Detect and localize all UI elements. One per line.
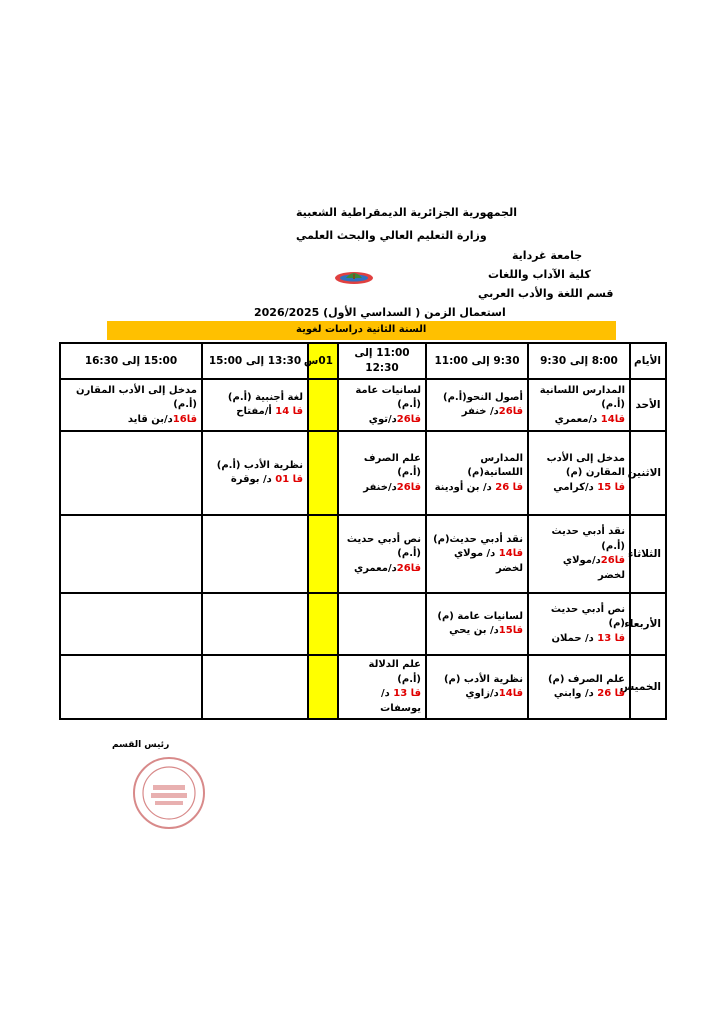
room-and-teacher	[533, 687, 625, 702]
room-label: قا26	[396, 562, 421, 574]
room-and-teacher	[431, 481, 523, 496]
teacher-name: د/ وابني	[553, 688, 598, 700]
class-cell	[60, 655, 202, 719]
room-label: قا 26	[597, 688, 625, 700]
class-cell	[202, 515, 308, 593]
table-row	[60, 515, 666, 593]
room-and-teacher	[533, 632, 625, 647]
university-name: جامعة غرداية	[512, 249, 583, 262]
course-name: المدارس اللسانية(م)	[467, 452, 523, 479]
room-and-teacher	[207, 473, 303, 488]
course-name: لسانيات عامة (أ.م)	[355, 384, 421, 411]
header-row	[60, 343, 666, 379]
teacher-name: د/زاوي	[465, 688, 499, 700]
class-cell	[60, 379, 202, 431]
table-row	[60, 431, 666, 515]
room-label: قا14	[600, 413, 625, 425]
room-and-teacher	[533, 554, 625, 583]
teacher-name: د/ بوقرة	[230, 474, 276, 486]
room-label: قا26	[396, 413, 421, 425]
teacher-name: د/بن قايد	[127, 413, 173, 425]
teacher-name: د/ مولاي لخضر	[453, 548, 523, 574]
day-cell: الثلاثاء	[630, 515, 666, 593]
col-header-slot4: 13:30 إلى 15:00	[202, 343, 308, 379]
course-name: نقد أدبي حديث(م)	[433, 533, 523, 545]
table-row	[60, 655, 666, 719]
class-cell	[202, 655, 308, 719]
course-name: لغة أجنبية (أ.م)	[227, 391, 303, 403]
teacher-name: د/ بن أودينة	[434, 481, 496, 493]
timetable	[59, 342, 667, 720]
class-cell	[528, 593, 630, 655]
room-label: قا26	[600, 555, 625, 567]
course-name: علم الصرف (أ.م)	[363, 452, 421, 479]
course-name: لسانيات عامة (م)	[437, 610, 523, 622]
room-label: قا26	[396, 481, 421, 493]
department-stamp-icon	[131, 755, 207, 831]
class-cell	[202, 379, 308, 431]
col-header-slot3: 11:00 إلى 12:30	[338, 343, 426, 379]
course-name: علم الدلالة (أ.م)	[368, 659, 421, 685]
room-label: قا 26	[495, 481, 523, 493]
class-cell	[338, 515, 426, 593]
ministry-title: وزارة التعليم العالي والبحث العلمي	[296, 229, 487, 242]
class-cell	[202, 431, 308, 515]
teacher-name: د/ يوسفات	[380, 688, 421, 714]
table-row	[60, 593, 666, 655]
teacher-name: د/ حملان	[551, 632, 598, 644]
teacher-name: د/توي	[368, 413, 397, 425]
room-and-teacher	[533, 413, 625, 428]
class-cell	[426, 593, 528, 655]
class-cell	[426, 379, 528, 431]
break-cell	[308, 655, 338, 719]
col-header-days: الأيام	[630, 343, 666, 379]
room-and-teacher	[343, 481, 421, 496]
teacher-name: د/ خنفر	[461, 406, 499, 418]
republic-title: الجمهورية الجزائرية الديمقراطية الشعبية	[296, 206, 517, 219]
class-cell	[60, 593, 202, 655]
course-name: علم الصرف (م)	[547, 673, 625, 685]
year-title: السنة الثانية دراسات لغوية	[296, 324, 427, 335]
department-name: قسم اللغة والأدب العربي	[478, 287, 614, 300]
university-logo-icon	[334, 266, 374, 286]
course-name: المدارس اللسانية (أ.م)	[539, 384, 625, 411]
room-label: قا 14	[275, 406, 303, 418]
col-header-break: 01س	[308, 343, 338, 379]
col-header-slot5: 15:00 إلى 16:30	[60, 343, 202, 379]
teacher-name: د/كرامي	[553, 481, 598, 493]
class-cell	[338, 431, 426, 515]
room-label: قا 13	[393, 688, 421, 700]
day-cell: الأربعاء	[630, 593, 666, 655]
faculty-name: كلية الآداب واللغات	[488, 268, 591, 281]
room-label: قا26	[498, 406, 523, 418]
class-cell	[426, 515, 528, 593]
teacher-name: د/خنفر	[363, 481, 397, 493]
room-label: قا 13	[597, 632, 625, 644]
course-name: نص أدبي حديث (م)	[550, 603, 625, 630]
room-and-teacher	[431, 624, 523, 639]
head-of-department-label: رئيس القسم	[112, 740, 170, 750]
course-name: أصول النحو(أ.م)	[443, 391, 523, 403]
room-and-teacher	[431, 687, 523, 702]
day-cell: الاثنين	[630, 431, 666, 515]
semester-title: استعمال الزمن ( السداسي الأول) 2026/2025	[254, 306, 506, 319]
day-cell: الأحد	[630, 379, 666, 431]
class-cell	[338, 379, 426, 431]
class-cell	[528, 431, 630, 515]
room-label: قا14	[498, 548, 523, 560]
room-and-teacher	[431, 547, 523, 576]
course-name: نص أدبي حديث (أ.م)	[346, 533, 421, 560]
break-cell	[308, 593, 338, 655]
room-and-teacher	[343, 413, 421, 428]
break-cell	[308, 379, 338, 431]
course-name: مدخل إلى الأدب المقارن (م)	[546, 452, 625, 479]
room-and-teacher	[533, 481, 625, 496]
col-header-slot1: 8:00 إلى 9:30	[528, 343, 630, 379]
teacher-name: أ/مفتاح	[236, 406, 276, 418]
room-label: قا14	[498, 688, 523, 700]
class-cell	[338, 655, 426, 719]
room-label: قا 01	[275, 474, 303, 486]
course-name: نقد أدبي حديث (أ.م)	[551, 526, 625, 552]
teacher-name: د/معمري	[354, 562, 397, 574]
class-cell	[60, 515, 202, 593]
teacher-name: د/معمري	[554, 413, 601, 425]
teacher-name: د/مولاي لخضر	[562, 555, 625, 581]
class-cell	[338, 593, 426, 655]
room-label: قا 15	[597, 481, 625, 493]
break-cell	[308, 515, 338, 593]
teacher-name: د/ بن يحي	[449, 625, 499, 637]
timetable-body	[60, 379, 666, 719]
class-cell	[528, 515, 630, 593]
col-header-slot2: 9:30 إلى 11:00	[426, 343, 528, 379]
room-and-teacher	[343, 562, 421, 577]
class-cell	[426, 655, 528, 719]
room-and-teacher	[343, 687, 421, 716]
class-cell	[202, 593, 308, 655]
class-cell	[528, 379, 630, 431]
room-and-teacher	[65, 413, 197, 428]
room-and-teacher	[431, 405, 523, 420]
class-cell	[426, 431, 528, 515]
break-cell	[308, 431, 338, 515]
class-cell	[60, 431, 202, 515]
course-name: نظرية الأدب (أ.م)	[216, 459, 303, 471]
course-name: مدخل إلى الأدب المقارن (أ.م)	[75, 384, 197, 411]
room-label: قا15	[498, 625, 523, 637]
room-and-teacher	[207, 405, 303, 420]
class-cell	[528, 655, 630, 719]
room-label: قا16	[172, 413, 197, 425]
table-row	[60, 379, 666, 431]
course-name: نظرية الأدب (م)	[443, 673, 523, 685]
day-cell: الخميس	[630, 655, 666, 719]
